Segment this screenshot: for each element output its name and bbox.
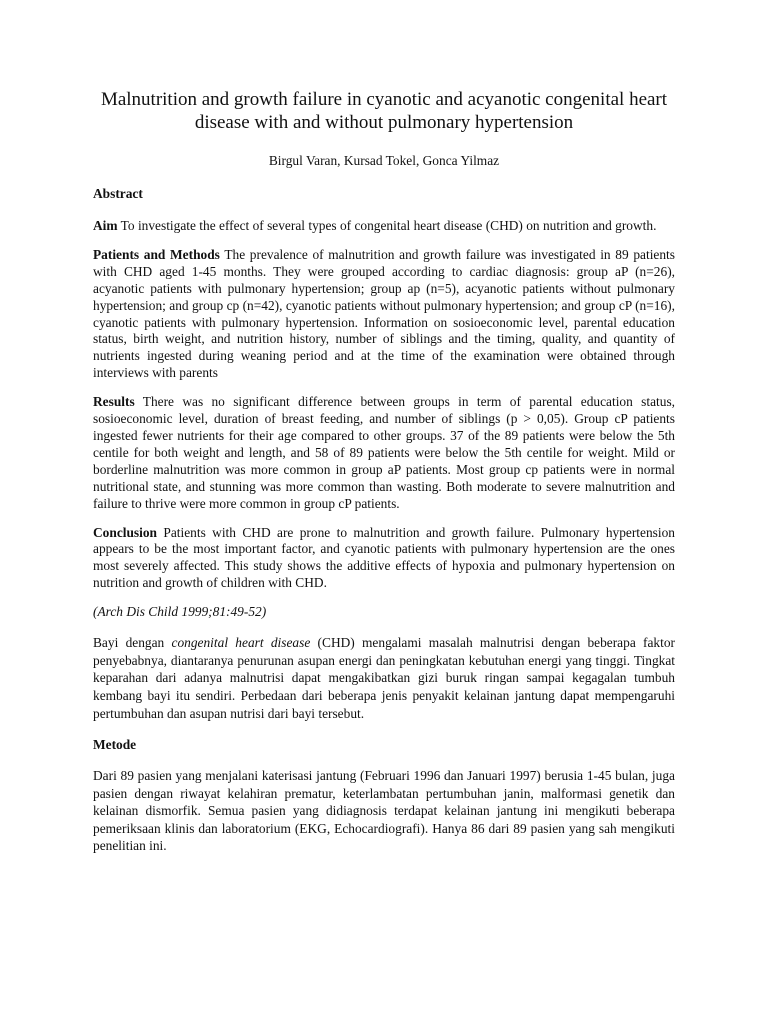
- metode-paragraph: Dari 89 pasien yang menjalani katerisasi jantung (Februari 1996 dan Januari 1997) berusia 1-45 bulan, juga pasien dengan riwayat kelahiran prematur, keterlambatan pertumbuhan janin, malformasi genetik dan kelainan dismorfik. Semua pasien yang didiagnosis terdapat kelainan jantung ini mengikuti beberapa pemeriksaan klinis dan laboratorium (EKG, Echocardiografi). Hanya 86 dari 89 pasien yang sah mengikuti penelitian ini.: [93, 768, 675, 854]
- abstract-conclusion: [93, 525, 675, 593]
- abstract-results: [93, 394, 675, 512]
- intro-italic-term: congenital heart disease: [171, 635, 311, 651]
- aim-label: Aim: [93, 218, 118, 233]
- document-page: [93, 88, 675, 855]
- abstract-aim: [93, 218, 675, 235]
- aim-text: To investigate the effect of several types of congenital heart disease (CHD) on nutrition and growth.: [117, 218, 657, 233]
- results-text: There was no significant difference between groups in term of parental education status, sosioeconomic level, duration of breast feeding, and number of siblings (p > 0,05). Group cP patients ingested fewer nutrients for their age compared to other groups. 37 of the 89 patients were below the 5th centile for both weight and length, and 58 of 89 patients were below the 5th centile for weight. Mild or borderline malnutrition was more common in group aP patients. Most group cp patients were in normal nutritional state, and stunning was more common than wasting. Both moderate to severe malnutrition and failure to thrive were more common in group cP patients.: [93, 394, 675, 511]
- intro-paragraph: [93, 634, 675, 722]
- patients-methods-label: Patients and Methods: [93, 246, 220, 262]
- metode-heading: Metode: [93, 737, 137, 753]
- intro-text-rest: (CHD) mengalami masalah malnutrisi dengan beberapa faktor penyebabnya, diantaranya penurunan asupan energi dan peningkatan kebutuhan energi yang tinggi. Tingkat keparahan dari adanya malnutrisi dapat mengakibatkan gizi buruk ringan sampai kegagalan tumbuh kembang bayi itu sendiri. Perbedaan dari beberapa jenis penyakit kelainan jantung dapat mempengaruhi pertumbuhan dan asupan nutrisi dari bayi tersebut.: [93, 635, 676, 721]
- intro-text-start: Bayi dengan: [93, 635, 172, 651]
- journal-citation: (Arch Dis Child 1999;81:49-52): [93, 604, 267, 620]
- author-list: Birgul Varan, Kursad Tokel, Gonca Yilmaz: [268, 153, 500, 168]
- conclusion-label: Conclusion: [93, 524, 157, 540]
- abstract-patients-methods: [93, 247, 675, 382]
- patients-methods-text: The prevalence of malnutrition and growth failure was investigated in 89 patients with CHD aged 1-45 months. They were grouped according to cardiac diagnosis: group aP (n=26), acyanotic patients with pulmonary hypertension; group ap (n=5), acyanotic patients without pulmonary hypertension; and group cp (n=42), cyanotic patients without pulmonary hypertension; and group cP (n=16), cyanotic patients with pulmonary hypertension. Information on sosioeconomic level, parental education status, birth weight, and nutrition history, number of siblings and the timing, quality, and quantity of nutrients ingested during weaning period and at the time of the examination were obtained through interviews with parents: [93, 246, 675, 381]
- paper-title: Malnutrition and growth failure in cyanotic and acyanotic congenital heart disease with and without pulmonary hypertension: [100, 89, 668, 133]
- conclusion-text: Patients with CHD are prone to malnutrition and growth failure. Pulmonary hypertension appears to be the most important factor, and cyanotic patients with pulmonary hypertension are the ones most severely affected. This study shows the additive effects of hypoxia and pulmonary hypertension on nutrition and growth of children with CHD.: [93, 524, 675, 591]
- abstract-heading: Abstract: [93, 186, 143, 201]
- results-label: Results: [93, 394, 135, 410]
